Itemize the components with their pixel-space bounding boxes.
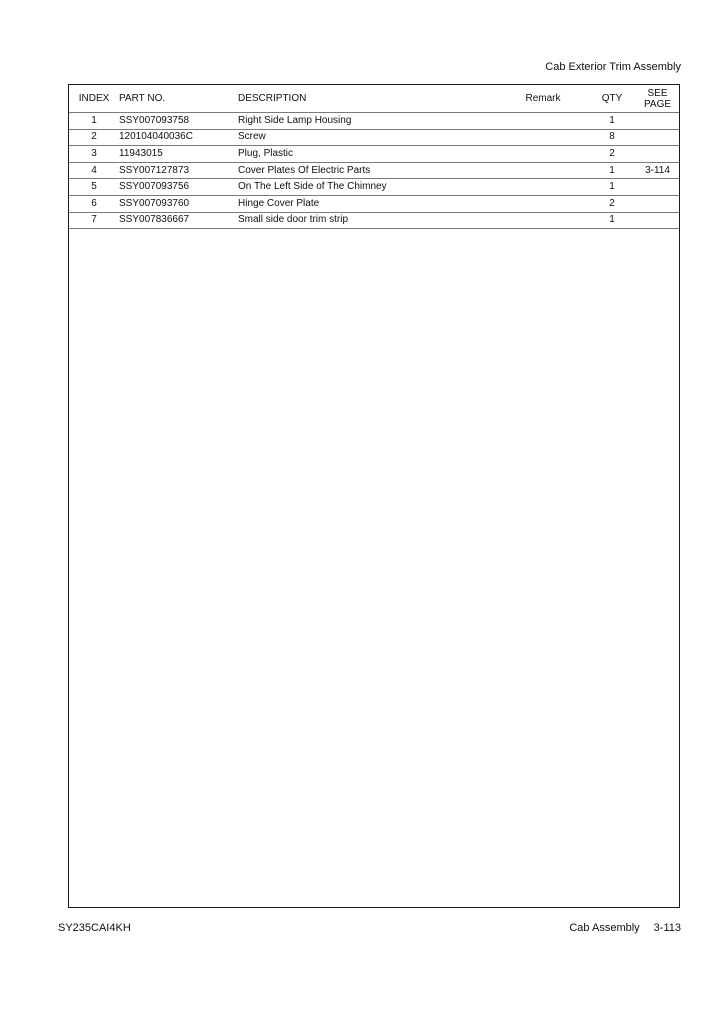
row-qty: 8 bbox=[588, 129, 636, 146]
row-see-page-link[interactable]: 3-114 bbox=[636, 162, 679, 179]
table-row bbox=[69, 212, 679, 229]
row-see-page bbox=[636, 212, 679, 229]
row-index: 6 bbox=[69, 195, 119, 212]
row-part-no: 11943015 bbox=[119, 146, 238, 163]
row-qty: 1 bbox=[588, 162, 636, 179]
table-row bbox=[69, 179, 679, 196]
row-see-page bbox=[636, 129, 679, 146]
column-header-see-line1: SEE bbox=[647, 87, 668, 99]
row-description: Cover Plates Of Electric Parts bbox=[238, 162, 498, 179]
column-header-see-line2: PAGE bbox=[643, 98, 672, 110]
row-index: 5 bbox=[69, 179, 119, 196]
row-index: 2 bbox=[69, 129, 119, 146]
table-row bbox=[69, 113, 679, 130]
row-part-no: SSY007093756 bbox=[119, 179, 238, 196]
row-remark bbox=[498, 212, 588, 229]
column-header-index: INDEX bbox=[69, 85, 119, 113]
row-qty: 1 bbox=[588, 179, 636, 196]
footer-model: SY235CAI4KH bbox=[58, 922, 131, 934]
row-index: 1 bbox=[69, 113, 119, 130]
table-row bbox=[69, 195, 679, 212]
table-header-row bbox=[69, 85, 679, 113]
row-part-no: SSY007093758 bbox=[119, 113, 238, 130]
footer-section-page bbox=[569, 922, 681, 935]
row-index: 3 bbox=[69, 146, 119, 163]
row-index: 7 bbox=[69, 212, 119, 229]
row-see-page bbox=[636, 179, 679, 196]
table-row bbox=[69, 129, 679, 146]
row-see-page bbox=[636, 146, 679, 163]
row-index: 4 bbox=[69, 162, 119, 179]
row-part-no: 120104040036C bbox=[119, 129, 238, 146]
row-remark bbox=[498, 195, 588, 212]
table-row bbox=[69, 162, 679, 179]
row-remark bbox=[498, 113, 588, 130]
row-qty: 1 bbox=[588, 113, 636, 130]
column-header-part-no: PART NO. bbox=[119, 85, 238, 113]
row-description: Hinge Cover Plate bbox=[238, 195, 498, 212]
row-qty: 2 bbox=[588, 195, 636, 212]
row-remark bbox=[498, 146, 588, 163]
row-part-no: SSY007127873 bbox=[119, 162, 238, 179]
footer-page-number: 3-113 bbox=[653, 922, 681, 934]
parts-table bbox=[69, 85, 679, 229]
row-remark bbox=[498, 129, 588, 146]
row-qty: 1 bbox=[588, 212, 636, 229]
table-row bbox=[69, 146, 679, 163]
row-description: On The Left Side of The Chimney bbox=[238, 179, 498, 196]
row-description: Screw bbox=[238, 129, 498, 146]
column-header-qty: QTY bbox=[588, 85, 636, 113]
row-see-page bbox=[636, 113, 679, 130]
row-qty: 2 bbox=[588, 146, 636, 163]
row-description: Right Side Lamp Housing bbox=[238, 113, 498, 130]
row-remark bbox=[498, 179, 588, 196]
row-remark bbox=[498, 162, 588, 179]
row-description: Small side door trim strip bbox=[238, 212, 498, 229]
column-header-description: DESCRIPTION bbox=[238, 85, 498, 113]
page-section-title: Cab Exterior Trim Assembly bbox=[545, 61, 681, 73]
column-header-see-page bbox=[636, 85, 679, 113]
footer-section: Cab Assembly bbox=[569, 922, 640, 934]
column-header-remark: Remark bbox=[498, 85, 588, 113]
row-part-no: SSY007093760 bbox=[119, 195, 238, 212]
row-see-page bbox=[636, 195, 679, 212]
row-part-no: SSY007836667 bbox=[119, 212, 238, 229]
parts-list-frame bbox=[68, 84, 680, 908]
row-description: Plug, Plastic bbox=[238, 146, 498, 163]
